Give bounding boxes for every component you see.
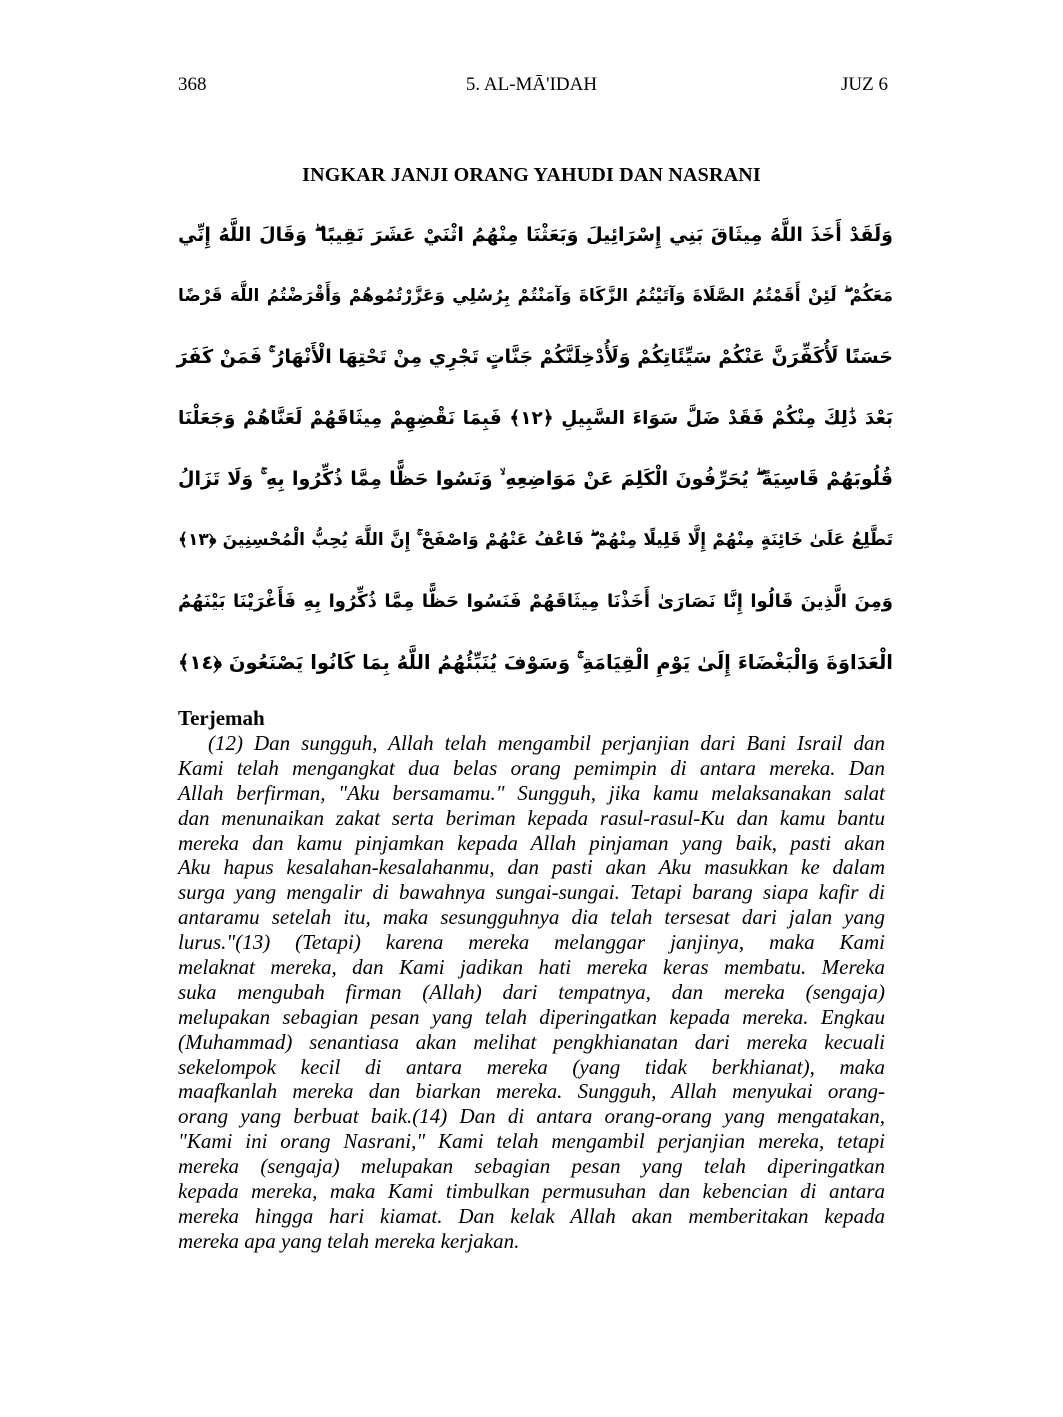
section-title: INGKAR JANJI ORANG YAHUDI DAN NASRANI: [302, 164, 761, 186]
translation-line: Kami telah mengangkat dua belas orang pemimpin di antara mereka. Dan: [178, 755, 885, 780]
translation-line: melaknat mereka, dan Kami jadikan hati mereka keras membatu. Mereka: [178, 955, 885, 980]
surah-header: 5. AL-MĀ'IDAH: [465, 74, 598, 95]
arabic-line: وَمِنَ الَّذِينَ قَالُوا إِنَّا نَصَارَىٰ أَخَذْنَا مِيثَاقَهُمْ فَنَسُوا حَظًّا مِمَّا ذُكِّرُوا بِهِ فَأَغْرَيْنَا بَيْنَهُمُ: [178, 591, 893, 612]
arabic-line: وَلَقَدْ أَخَذَ اللَّهُ مِيثَاقَ بَنِي إِسْرَائِيلَ وَبَعَثْنَا مِنْهُمُ اثْنَيْ عَشَرَ نَقِيبًا ۖ وَقَالَ اللَّهُ إِنِّي: [178, 224, 893, 246]
translation-line: mereka apa yang telah mereka kerjakan.: [178, 1228, 520, 1253]
translation-line: lurus."(13) (Tetapi) karena mereka melanggar janjinya, maka Kami: [178, 930, 885, 955]
arabic-line: بَعْدَ ذَٰلِكَ مِنْكُمْ فَقَدْ ضَلَّ سَوَاءَ السَّبِيلِ ﴿١٢﴾ فَبِمَا نَقْضِهِمْ مِيثَاقَهُمْ لَعَنَّاهُمْ وَجَعَلْنَا: [178, 408, 894, 429]
translation-line: maafkanlah mereka dan biarkan mereka. Sungguh, Allah menyukai orang-: [178, 1079, 885, 1104]
translation-line: mereka (sengaja) melupakan sebagian pesan yang telah diperingatkan: [178, 1154, 885, 1179]
translation-line: kepada mereka, maka Kami timbulkan permusuhan dan kebencian di antara: [178, 1179, 885, 1204]
translation-line: (Muhammad) senantiasa akan melihat pengkhianatan dari mereka kecuali: [178, 1029, 885, 1054]
arabic-line: الْعَدَاوَةَ وَالْبَغْضَاءَ إِلَىٰ يَوْمِ الْقِيَامَةِ ۚ وَسَوْفَ يُنَبِّئُهُمُ اللَّهُ بِمَا كَانُوا يَصْنَعُونَ ﴿١٤﴾: [178, 651, 893, 674]
translation-line: orang yang berbuat baik.(14) Dan di antara orang-orang yang mengatakan,: [178, 1104, 885, 1129]
translation-line: dan menunaikan zakat serta beriman kepada rasul-rasul-Ku dan kamu bantu: [178, 805, 885, 830]
page-number: 368: [178, 74, 207, 95]
translation-line: Allah berfirman, "Aku bersamamu." Sungguh, jika kamu melaksanakan salat: [178, 780, 885, 805]
translation-line: mereka hingga hari kiamat. Dan kelak Allah akan memberitakan kepada: [178, 1203, 885, 1228]
arabic-line: مَعَكُمْ ۖ لَئِنْ أَقَمْتُمُ الصَّلَاةَ وَآتَيْتُمُ الزَّكَاةَ وَآمَنْتُمْ بِرُسُلِي وَعَزَّرْتُمُوهُمْ وَأَقْرَضْتُمُ اللَّهَ قَرْضًا: [178, 286, 893, 306]
arabic-verses: [178, 205, 893, 693]
translation-heading: Terjemah: [178, 706, 265, 730]
arabic-line: تَطَّلِعُ عَلَىٰ خَائِنَةٍ مِنْهُمْ إِلَّا قَلِيلًا مِنْهُمْ ۖ فَاعْفُ عَنْهُمْ وَاصْفَحْ ۚ إِنَّ اللَّهَ يُحِبُّ الْمُحْسِنِينَ ﴿١٣﴾: [178, 530, 893, 550]
translation-text: [178, 731, 885, 1254]
translation-line: sekelompok kecil di antara mereka (yang tidak berkhianat), maka: [178, 1054, 885, 1079]
translation-line: Aku hapus kesalahan-kesalahanmu, dan pasti akan Aku masukkan ke dalam: [178, 855, 885, 880]
translation-line: suka mengubah firman (Allah) dari tempatnya, dan mereka (sengaja): [178, 979, 885, 1004]
translation-line: (12) Dan sungguh, Allah telah mengambil perjanjian dari Bani Israil dan: [208, 731, 885, 755]
juz-header: JUZ 6: [841, 74, 888, 95]
translation-line: surga yang mengalir di bawahnya sungai-sungai. Tetapi barang siapa kafir di: [178, 880, 885, 905]
arabic-line: حَسَنًا لَأُكَفِّرَنَّ عَنْكُمْ سَيِّئَاتِكُمْ وَلَأُدْخِلَنَّكُمْ جَنَّاتٍ تَجْرِي مِنْ تَحْتِهَا الْأَنْهَارُ ۚ فَمَنْ كَفَرَ: [176, 346, 893, 368]
translation-line: antaramu setelah itu, maka sesungguhnya dia telah tersesat dari jalan yang: [178, 905, 885, 930]
translation-line: "Kami ini orang Nasrani," Kami telah mengambil perjanjian mereka, tetapi: [178, 1129, 885, 1154]
translation-line: mereka dan kamu pinjamkan kepada Allah pinjaman yang baik, pasti akan: [178, 830, 885, 855]
translation-line: melupakan sebagian pesan yang telah diperingatkan kepada mereka. Engkau: [178, 1004, 885, 1029]
arabic-line: قُلُوبَهُمْ قَاسِيَةً ۖ يُحَرِّفُونَ الْكَلِمَ عَنْ مَوَاضِعِهِ ۙ وَنَسُوا حَظًّا مِمَّا ذُكِّرُوا بِهِ ۚ وَلَا تَزَالُ: [178, 468, 893, 490]
